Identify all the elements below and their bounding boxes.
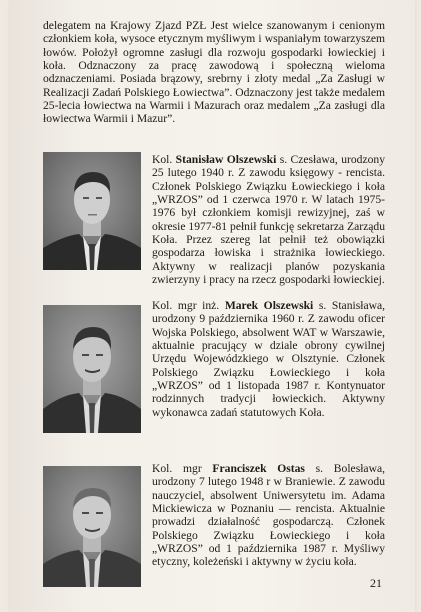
bio-stanislaw [152,153,385,286]
bio-text: s. Stanisława, urodzony 9 października 1960 r. Z zawodu oficer Wojska Polskiego, absolwent WAT w Warszawie, aktualnie pracujący w dziale obrony cywilnej Urzędu Wojewódzkiego w Olsztynie. Członek Polskiego Związku Łowieckiego i koła „WRZOS” od 1 listopada 1987 r. Kontynuator rodzinnych tradycji łowieckich. Aktywny wykonawca zadań statutowych Koła. [152,299,386,419]
bio-prefix: Kol. mgr inż. [152,299,225,312]
bio-text: s. Bolesława, urodzony 7 lutego 1948 r w Braniewie. Z zawodu nauczyciel, absolwent Uniwersytetu im. Adama Mickiewicza w Poznaniu — rencista. Aktualnie prowadzi działalność gospodarczą. Członek Polskiego Związku Łowieckiego i koła „WRZOS” od 1 października 1987 r. Myśliwy etyczny, koleżeński i aktywny w życiu koła. [152,462,385,569]
page-number: 21 [370,576,382,590]
intro-text: delegatem na Krajowy Zjazd PZŁ Jest wielce szanowanym i cenionym członkiem koła, wysoce etycznym myśliwym i wspaniałym towarzyszem łowów. Położył ogromne zasługi dla rozwoju gospodarki łowieckiej i koła. Odznaczony za pracę zawodową i społeczną wieloma odznaczeniami. Posiada brązowy, srebrny i złoty medal „Za Zasługi w Realizacji Zadań Polskiego Łowiectwa”. Odznaczony jest także medalem 25-lecia łowiectwa na Warmii i Mazurach oraz medalem „Za zasługi dla łowiectwa Warmii i Mazur”. [43,19,385,126]
bio-text: s. Czesława, urodzony 25 lutego 1940 r. Z zawodu księgowy - rencista. Członek Polskiego Związku Łowieckiego i koła „WRZOS” od 1 czerwca 1970 r. W latach 1975-1976 był członkiem komisji rewizyjnej, zaś w okresie 1977-81 pełnił funkcję sekretarza Zarządu Koła. Przez szereg lat pełnił też obowiązki gospodarza łowiska i strażnika łowieckiego. Aktywny w realizacji planów pozyskania zwierzyny i pracy na rzecz gospodarki łowieckiej. [152,153,385,287]
portrait-photo-marek [43,305,141,433]
portrait-photo-stanislaw [43,152,141,270]
bio-name: Marek Olszewski [224,299,314,312]
intro-paragraph [43,19,385,126]
portrait-photo-franciszek [43,466,141,587]
bio-prefix: Kol. mgr [152,462,213,475]
bio-name: Stanisław Olszewski [175,153,277,166]
bio-name: Franciszek Ostas [212,462,305,475]
book-page [10,0,415,612]
bio-marek [152,299,385,419]
bio-franciszek [152,462,385,569]
bio-prefix: Kol. [152,153,176,166]
